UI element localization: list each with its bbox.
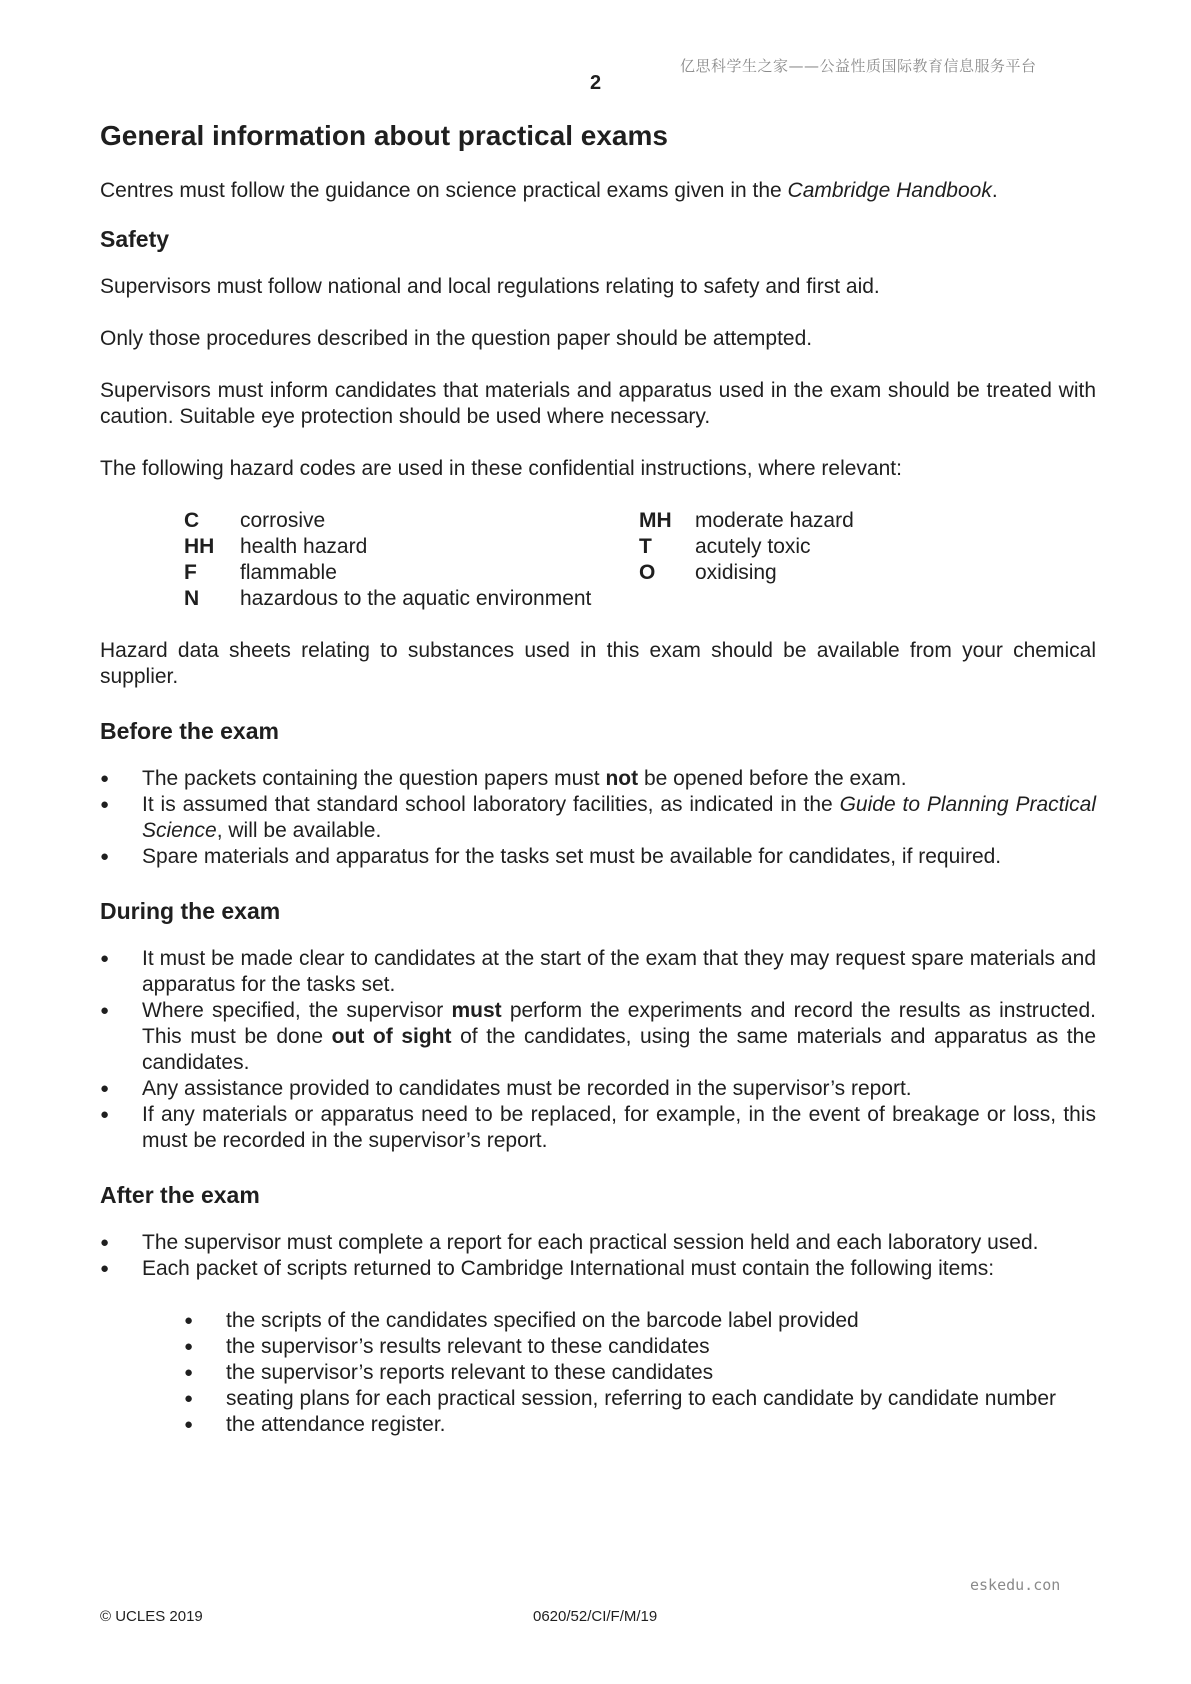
list-item-text: , will be available. [216,819,382,842]
hazard-item [639,508,1094,534]
safety-paragraph-regulations: Supervisors must follow national and local regulations relating to safety and first aid. [100,275,880,298]
list-item-text: Each packet of scripts returned to Cambridge International must contain the following items: [142,1257,995,1280]
bullet-icon: ● [100,770,110,787]
bullet-icon: ● [184,1312,194,1329]
list-item-text: The packets containing the question papers must [142,767,606,790]
list-item [100,1256,1096,1438]
hazard-code: MH [639,509,672,532]
footer-watermark: eskedu.con [970,1576,1061,1594]
before-exam-heading: Before the exam [100,718,279,744]
page-title: General information about practical exams [100,120,668,151]
list-item-text: The supervisor must complete a report for each practical session held and each laboratory used. [142,1231,1039,1254]
document-code: 0620/52/CI/F/M/19 [533,1608,658,1625]
hazard-item [639,560,1094,586]
list-item-text: of the candidates, using the same materials and apparatus as the candidates. [142,1025,1097,1074]
before-exam-list [100,766,1096,870]
bullet-icon: ● [184,1390,194,1407]
intro-paragraph [100,178,1096,204]
packet-contents-list [184,1308,1096,1438]
guide-title: Guide to Planning Practical Science [142,793,1097,842]
hazard-description: corrosive [240,509,326,532]
copyright-notice: © UCLES 2019 [100,1608,203,1625]
safety-paragraph-hazard-codes: The following hazard codes are used in these confidential instructions, where relevant: [100,457,902,480]
hazard-description: acutely toxic [695,535,811,558]
during-exam-list [100,946,1096,1154]
header-watermark: 亿思科学生之家——公益性质国际教育信息服务平台 [680,57,1037,75]
list-item [100,792,1096,844]
hazard-row [184,534,1096,560]
list-item-emphasis: out of sight [331,1025,452,1048]
list-item [184,1360,1096,1386]
hazard-code: F [184,561,197,584]
list-item [100,998,1096,1076]
list-item-text: the supervisor’s results relevant to these candidates [226,1335,710,1358]
intro-handbook-title: Cambridge Handbook [787,179,992,202]
hazard-description: flammable [240,561,337,584]
hazard-row [184,560,1096,586]
after-exam-heading: After the exam [100,1182,260,1208]
bullet-icon: ● [184,1364,194,1381]
bullet-icon: ● [100,1080,110,1097]
hazard-item [639,534,1094,560]
intro-text: Centres must follow the guidance on science practical exams given in the [100,179,788,202]
bullet-icon: ● [184,1416,194,1433]
list-item [184,1412,1096,1438]
list-item-emphasis: must [451,999,502,1022]
page-number: 2 [589,72,602,94]
list-item-text: perform the experiments and record the results as instructed. This must be done [142,999,1097,1048]
list-item [100,1076,1096,1102]
list-item [184,1386,1096,1412]
hazard-description: hazardous to the aquatic environment [240,587,592,610]
bullet-icon: ● [100,950,110,967]
bullet-icon: ● [100,796,110,813]
main-content [100,118,1096,1464]
list-item [100,1230,1096,1256]
safety-paragraph-caution: Supervisors must inform candidates that materials and apparatus used in the exam should be treated with caution. Suitable eye protection should be used where necessary. [100,379,1096,428]
list-item-text: be opened before the exam. [638,767,907,790]
bullet-icon: ● [100,1106,110,1123]
list-item-text: Any assistance provided to candidates must be recorded in the supervisor’s report. [142,1077,912,1100]
bullet-icon: ● [184,1338,194,1355]
hazard-item [184,508,639,534]
list-item-text: If any materials or apparatus need to be replaced, for example, in the event of breakage or loss, this must be recorded in the supervisor’s report. [142,1103,1096,1152]
list-item [100,844,1096,870]
list-item-text: the supervisor’s reports relevant to these candidates [226,1361,714,1384]
list-item-text: Spare materials and apparatus for the tasks set must be available for candidates, if required. [142,845,1002,868]
list-item-text: the scripts of the candidates specified on the barcode label provided [226,1309,859,1332]
list-item-text: It is assumed that standard school laboratory facilities, as indicated in the [142,793,840,816]
list-item-text: It must be made clear to candidates at the start of the exam that they may request spare materials and apparatus for the tasks set. [142,947,1096,996]
hazard-row [184,586,1096,612]
safety-heading: Safety [100,226,170,252]
bullet-icon: ● [100,848,110,865]
list-item-text: the attendance register. [226,1413,446,1436]
bullet-icon: ● [100,1234,110,1251]
hazard-code: HH [184,535,215,558]
hazard-description: oxidising [695,561,777,584]
hazard-code: O [639,561,656,584]
list-item [100,766,1096,792]
bullet-icon: ● [100,1260,110,1277]
hazard-description: health hazard [240,535,368,558]
list-item [100,1102,1096,1154]
hazard-code: N [184,587,200,610]
hazard-code: T [639,535,652,558]
hazard-code: C [184,509,200,532]
hazard-description: moderate hazard [695,509,854,532]
safety-paragraph-data-sheets: Hazard data sheets relating to substances used in this exam should be available from your chemical supplier. [100,639,1096,688]
list-item [100,946,1096,998]
bullet-icon: ● [100,1002,110,1019]
hazard-item [184,534,639,560]
list-item [184,1308,1096,1334]
list-item-emphasis: not [605,767,639,790]
during-exam-heading: During the exam [100,898,281,924]
hazard-codes-table [184,508,1096,612]
list-item-text: seating plans for each practical session, referring to each candidate by candidate number [226,1387,1056,1410]
hazard-item [184,586,639,612]
list-item-text: Where specified, the supervisor [142,999,452,1022]
after-exam-list [100,1230,1096,1438]
list-item [184,1334,1096,1360]
hazard-item [184,560,639,586]
hazard-row [184,508,1096,534]
safety-paragraph-procedures: Only those procedures described in the question paper should be attempted. [100,327,813,350]
intro-end: . [991,179,998,202]
